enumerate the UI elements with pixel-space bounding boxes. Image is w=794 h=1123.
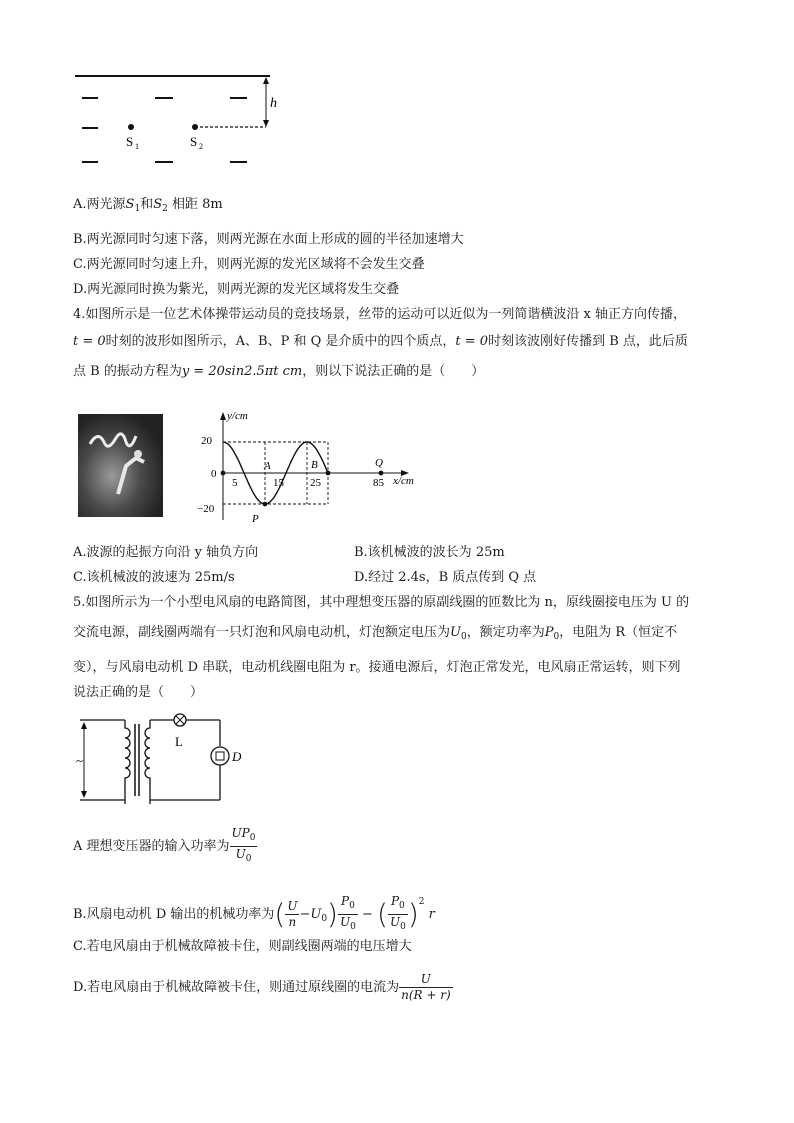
origin-dot: [221, 471, 226, 476]
q3-option-b: B.两光源同时匀速下落，则两光源在水面上形成的圆的半径加速增大: [73, 232, 464, 247]
q4-option-d: D.经过 2.4s，B 质点传到 Q 点: [354, 570, 537, 585]
lamp-label: L: [175, 734, 183, 749]
q5-option-d: D.若电风扇由于机械故障被卡住，则通过原线圈的电流为 $\frac{U}{n(R + r)}$: [73, 972, 451, 1002]
q5-option-b: B.风扇电动机 D 输出的机械功率为( $\frac{U}{n}$ $-U_0$) $\frac{P_0}{U_0}$ − ( $\frac{P_0}{U_0}$ )$^2$ r: [73, 894, 435, 932]
q4-stem-line1: 4.如图所示是一位艺术体操带运动员的竞技场景，丝带的运动可以近似为一列简谐横波沿 x 轴正方向传播，: [73, 307, 687, 322]
x-tick-15: 15: [273, 477, 284, 489]
x-tick-5: 5: [232, 477, 238, 489]
point-q: [379, 471, 384, 476]
x-axis-label: x/cm: [393, 475, 414, 487]
ac-symbol: ~: [76, 753, 84, 768]
point-b-label: B: [311, 459, 318, 471]
point-q-label: Q: [375, 457, 383, 469]
y-tick-20: 20: [201, 435, 212, 447]
x-tick-25: 25: [310, 477, 321, 489]
q4-option-b: B.该机械波的波长为 25m: [354, 545, 505, 560]
q3-option-c: C.两光源同时匀速上升，则两光源的发光区域将不会发生交叠: [73, 257, 425, 272]
q5-stem-line4: 说法正确的是（ ）: [73, 685, 204, 700]
label-h: h: [270, 96, 277, 111]
label-s2: S: [190, 134, 198, 149]
point-b: [326, 471, 331, 476]
q4-option-c: C.该机械波的波速为 25m/s: [73, 570, 235, 585]
svg-text:1: 1: [135, 142, 139, 151]
q5-option-a: A 理想变压器的输入功率为 $\frac{UP_0}{U_0}$: [73, 826, 256, 864]
q5-stem-line2: 交流电源，副线圈两端有一只灯泡和风扇电动机，灯泡额定电压为$U_0$，额定功率为$P_0$，电阻为 R（恒定不: [73, 625, 678, 642]
gymnast-photo: [78, 414, 163, 517]
q3-option-d: D.两光源同时换为紫光，则两光源的发光区域将发生交叠: [73, 282, 400, 297]
wave-graph: [195, 408, 435, 526]
q4-stem-line2: t = 0时刻的波形如图所示，A、B、P 和 Q 是介质中的四个质点，t = 0时刻该波刚好传播到 B 点，此后质: [73, 334, 688, 349]
light-source-diagram: [70, 68, 290, 173]
q3-option-a: A.两光源$S_1$和$S_2$ 相距 8m: [73, 197, 223, 214]
motor-label: D: [232, 749, 242, 764]
point-p: [263, 502, 268, 507]
y-tick-neg20: −20: [197, 503, 215, 515]
q5-option-c: C.若电风扇由于机械故障被卡住，则副线圈两端的电压增大: [73, 939, 412, 954]
motor-icon: [211, 747, 229, 765]
svg-text:2: 2: [199, 142, 203, 151]
x-tick-85: 85: [373, 477, 384, 489]
q5-stem-line1: 5.如图所示为一个小型电风扇的电路简图，其中理想变压器的原副线圈的匝数比为 n，原线圈接电压为 U 的: [73, 595, 690, 610]
circuit-diagram: [70, 706, 250, 806]
q4-stem-line3: 点 B 的振动方程为y = 20sin2.5πt cm，则以下说法正确的是（ ）: [73, 364, 485, 379]
y-axis-label: y/cm: [227, 410, 248, 422]
q5-stem-line3: 变），与风扇电动机 D 串联，电动机线圈电阻为 r。接通电源后，灯泡正常发光，电风扇正常运转，则下列: [73, 660, 681, 675]
s1-dot: [128, 124, 134, 130]
point-a-label: A: [264, 460, 271, 472]
y-tick-0: 0: [211, 468, 217, 480]
s2-dot: [192, 124, 198, 130]
point-p-label: P: [252, 513, 259, 525]
q4-option-a: A.波源的起振方向沿 y 轴负方向: [73, 545, 259, 560]
label-s1: S: [126, 134, 134, 149]
